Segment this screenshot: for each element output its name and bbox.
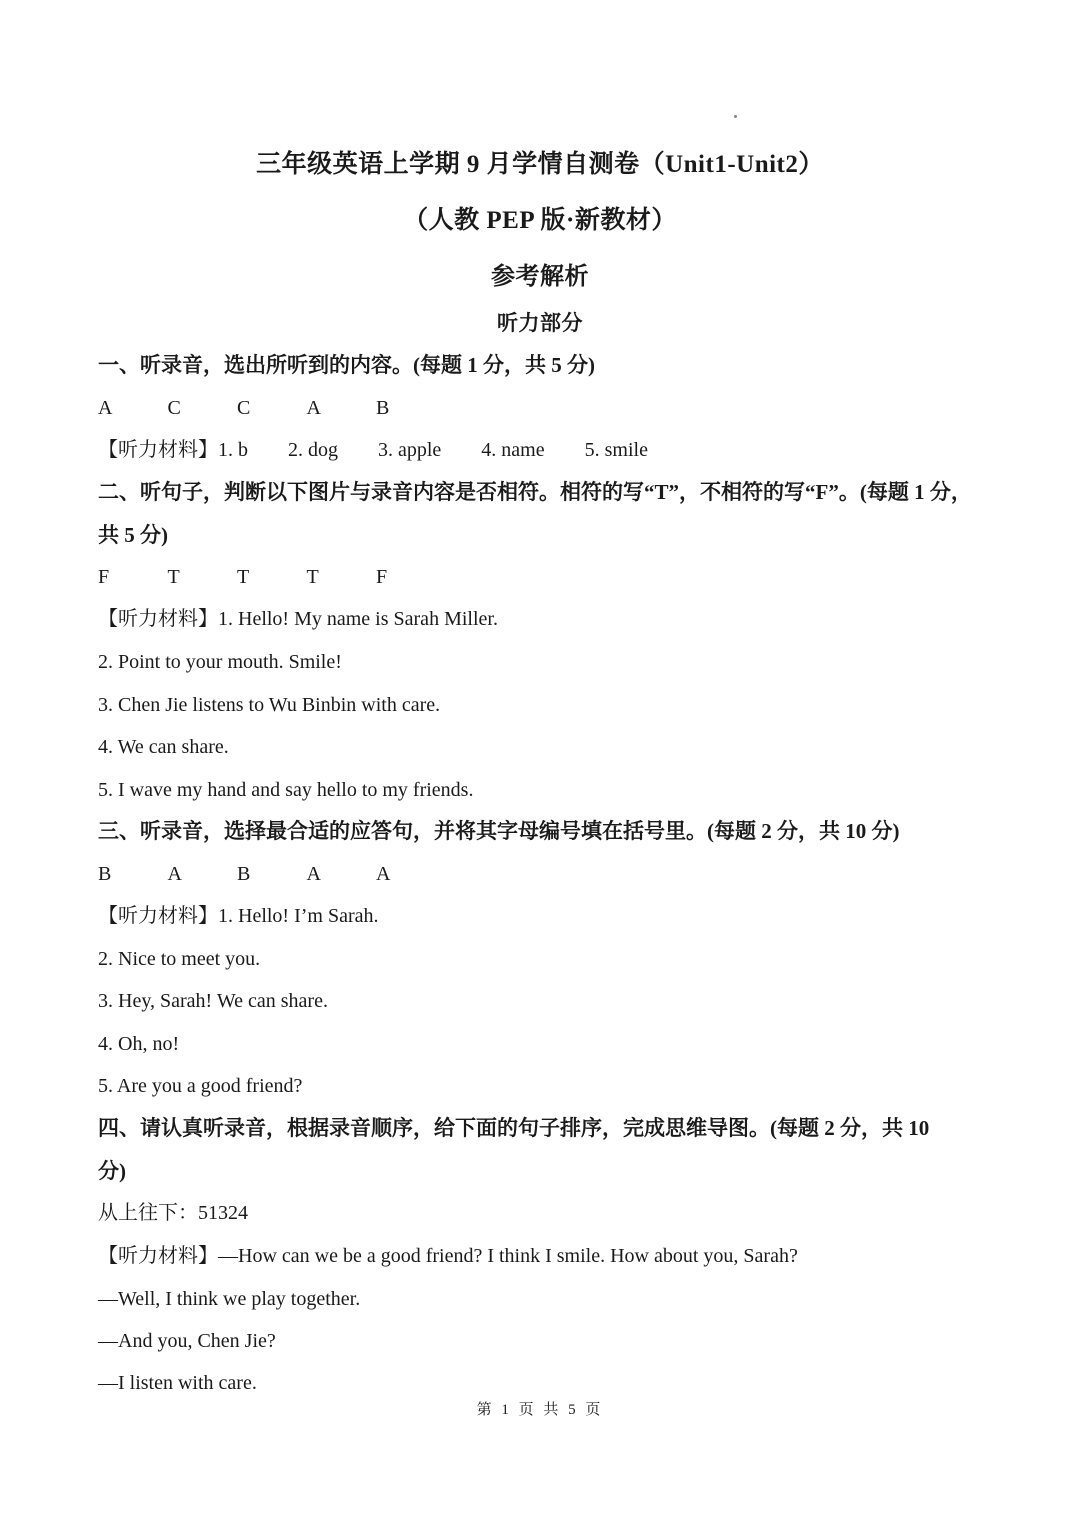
section-3-answers: [98, 860, 988, 888]
document-title: 三年级英语上学期 9 月学情自测卷（Unit1-Unit2）: [256, 151, 824, 178]
answer: T: [306, 566, 319, 588]
document-subtitle: （人教 PEP 版·新教材）: [403, 207, 677, 234]
answer: A: [306, 397, 321, 419]
section-3-title: 三、听录音，选择最合适的应答句，并将其字母编号填在括号里。(每题 2 分，共 10 分): [98, 819, 900, 843]
answer: C: [167, 397, 181, 419]
answer: C: [237, 397, 251, 419]
section-2-title: 二、听句子，判断以下图片与录音内容是否相符。相符的写“T”，不相符的写“F”。(每题 1 分，: [98, 480, 972, 504]
answer: B: [376, 397, 390, 419]
answer: A: [167, 863, 182, 885]
answer-key-heading: 参考解析: [491, 264, 589, 290]
section-3-material: 4. Oh, no!: [98, 1033, 180, 1055]
section-2-material: 3. Chen Jie listens to Wu Binbin with care.: [98, 694, 441, 716]
section-3-material: 3. Hey, Sarah! We can share.: [98, 990, 328, 1012]
answer: F: [376, 566, 388, 588]
section-2-material: 5. I wave my hand and say hello to my friends.: [98, 779, 474, 801]
section-2-answers: [98, 563, 988, 591]
section-4-title-cont: 分): [98, 1159, 126, 1183]
section-2-material: 4. We can share.: [98, 736, 229, 758]
section-4-material: —Well, I think we play together.: [98, 1288, 361, 1310]
section-2-material: 【听力材料】1. Hello! My name is Sarah Miller.: [98, 608, 498, 630]
section-3-material: 5. Are you a good friend?: [98, 1075, 303, 1097]
section-4-material: —And you, Chen Jie?: [98, 1330, 276, 1352]
answer: B: [237, 863, 251, 885]
section-1-material: 【听力材料】1. b 2. dog 3. apple 4. name 5. smile: [98, 439, 648, 461]
answer: B: [98, 863, 112, 885]
section-1-title: 一、听录音，选出所听到的内容。(每题 1 分，共 5 分): [98, 353, 595, 377]
answer: T: [237, 566, 250, 588]
section-2-title-cont: 共 5 分): [98, 523, 168, 547]
answer: F: [98, 566, 110, 588]
answer: A: [306, 863, 321, 885]
scan-dot: [734, 115, 737, 118]
answer: A: [376, 863, 391, 885]
section-4-answer: 从上往下：51324: [98, 1202, 248, 1224]
page-number: 第 1 页 共 5 页: [476, 1402, 604, 1418]
answer: T: [167, 566, 180, 588]
section-3-material: 2. Nice to meet you.: [98, 948, 261, 970]
answer: A: [98, 397, 113, 419]
section-1-answers: [98, 394, 988, 422]
section-2-material: 2. Point to your mouth. Smile!: [98, 651, 342, 673]
section-4-material: —I listen with care.: [98, 1372, 257, 1394]
section-4-material: 【听力材料】—How can we be a good friend? I think I smile. How about you, Sarah?: [98, 1245, 798, 1267]
section-3-material: 【听力材料】1. Hello! I’m Sarah.: [98, 905, 379, 927]
listening-part-heading: 听力部分: [497, 311, 583, 335]
section-4-title: 四、请认真听录音，根据录音顺序，给下面的句子排序，完成思维导图。(每题 2 分，共 10: [98, 1116, 930, 1140]
